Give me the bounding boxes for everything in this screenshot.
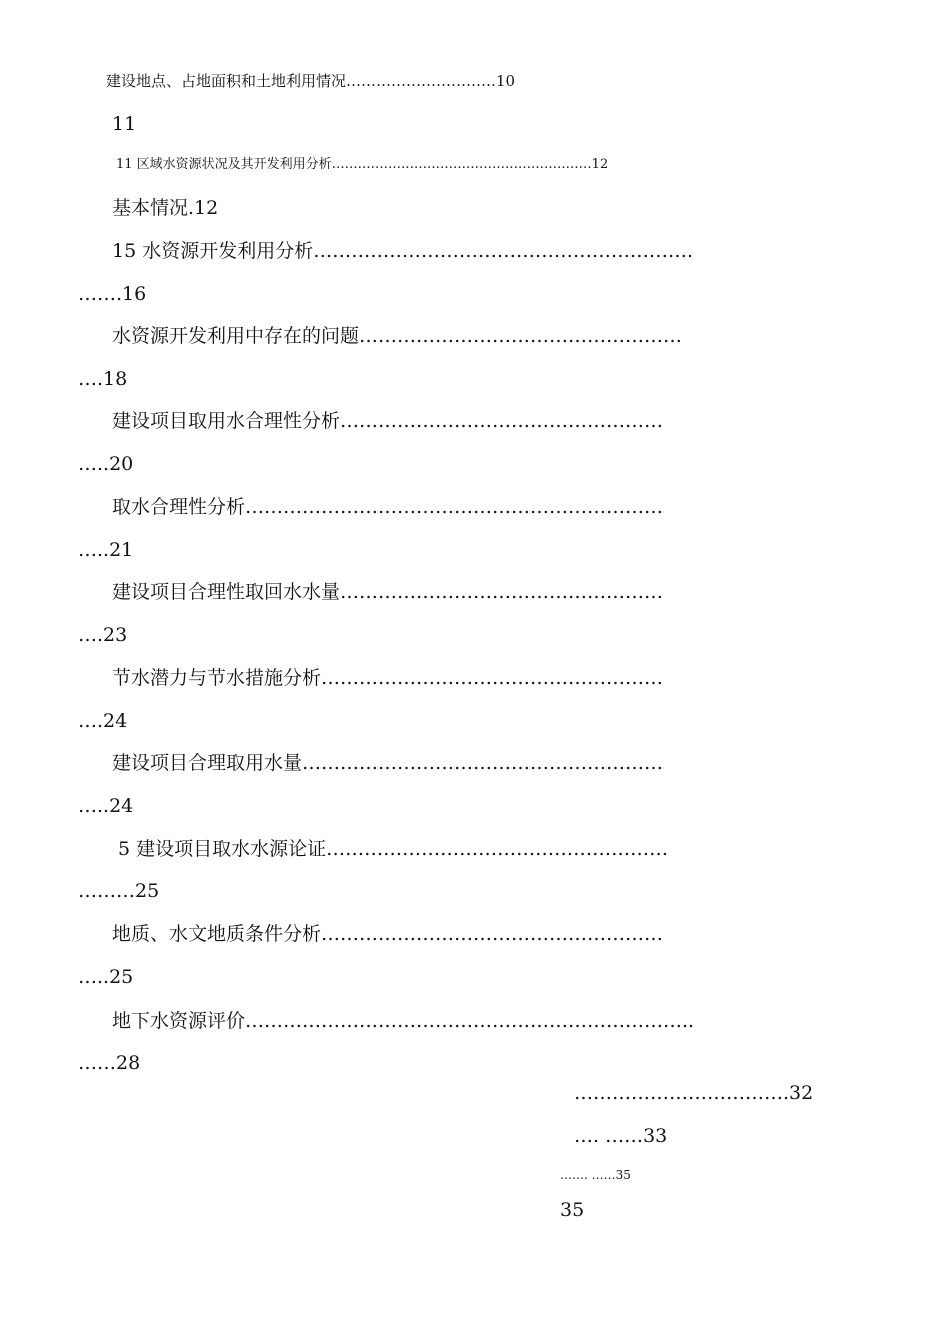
toc-entry-water-use-rationality: 建设项目取用水合理性分析…………………………………………… [112,410,664,432]
toc-entry-continuation: …..24 [78,795,134,817]
toc-entry-continuation: …..25 [78,966,134,988]
toc-entry-basic-situation: 基本情况.12 [112,197,219,219]
toc-entry-regional-water-resources: 11 区域水资源状况及其开发利用分析……………………………………………………12 [116,157,609,172]
toc-entry-water-source-demonstration: 5 建设项目取水水源论证……………………………………………… [118,838,669,860]
toc-entry-water-development-analysis: 15 水资源开发利用分析…………………………………………………… [112,240,694,262]
toc-entry-groundwater-evaluation: 地下水资源评价…………………………………………………………….. [112,1010,695,1032]
toc-page-number: 11 [112,113,137,135]
toc-entry-reasonable-water-volume: 建设项目合理取用水量………………………………………………… [112,752,664,774]
toc-entry-water-saving-measures: 节水潜力与节水措施分析……………………………………………… [112,667,664,689]
toc-entry-continuation: …..20 [78,453,134,475]
toc-entry-construction-site: 建设地点、占地面积和土地利用情况…………………………10 [106,72,516,90]
toc-entry-geology-hydrogeology: 地质、水文地质条件分析……………………………………………… [112,923,664,945]
toc-entry-water-development-problems: 水资源开发利用中存在的问题…………………………………………… [112,325,683,347]
toc-entry-continuation: ……28 [78,1052,141,1074]
toc-entry-continuation: …..21 [78,539,134,561]
toc-entry-return-water-volume: 建设项目合理性取回水水量…………………………………………… [112,581,664,603]
toc-entry-continuation: ………25 [78,880,160,902]
toc-entry-dots-32: …………………………….32 [574,1082,814,1104]
toc-entry-intake-rationality: 取水合理性分析………………………………………………………… [112,496,664,518]
toc-entry-dots-33: …. ……33 [574,1125,668,1147]
toc-entry-continuation: …….16 [78,283,147,305]
toc-page-number: 35 [560,1199,585,1221]
toc-entry-continuation: ….24 [78,710,128,732]
toc-entry-dots-35: ……. ……35 [560,1168,631,1182]
toc-entry-continuation: ….23 [78,624,128,646]
toc-entry-continuation: ….18 [78,368,128,390]
